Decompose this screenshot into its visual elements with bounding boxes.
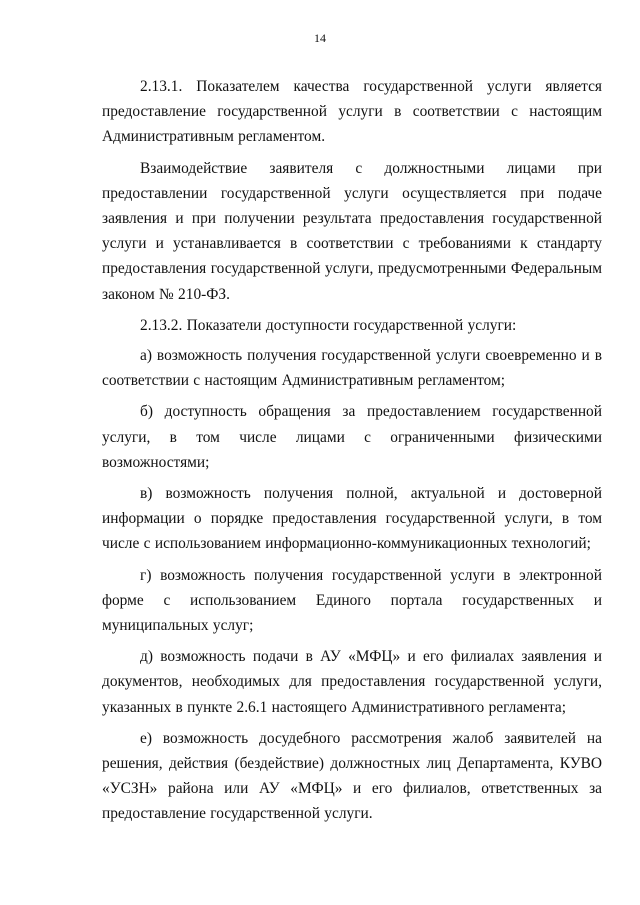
list-item-b: б) доступность обращения за предоставлением государственной услуги, в том числе лицами с ограниченными физическими возможностями; bbox=[102, 403, 602, 471]
list-item-d: д) возможность подачи в АУ «МФЦ» и его филиалах заявления и документов, необходимых для предоставления государственной услуги, указанных в пункте 2.6.1 настоящего Административного регламента; bbox=[102, 648, 602, 716]
list-item-g: г) возможность получения государственной услуги в электронной форме с использованием Единого портала государственных и муниципальных услуг; bbox=[102, 566, 602, 635]
page-number: 14 bbox=[314, 31, 326, 45]
list-item-v: в) возможность получения полной, актуальной и достоверной информации о порядке предоставления государственной услуги, в том числе с использованием информационно-коммуникационных технологий; bbox=[102, 485, 602, 553]
paragraph-interaction: Взаимодействие заявителя с должностными лицами при предоставлении государственной услуги осуществляется при подаче заявления и при получении результата предоставления государственной услуги и устанавливается в соответствии с требованиями к стандарту предоставления государственной услуги, предусмотренными Федеральным законом № 210-ФЗ. bbox=[102, 159, 602, 303]
paragraph-2-13-1: 2.13.1. Показателем качества государственной услуги является предоставление государственной услуги в соответствии с настоящим Административным регламентом. bbox=[102, 78, 602, 146]
list-item-a: а) возможность получения государственной услуги своевременно и в соответствии с настоящим Административным регламентом; bbox=[102, 347, 602, 390]
paragraph-2-13-2: 2.13.2. Показатели доступности государственной услуги: bbox=[140, 316, 517, 334]
document-body bbox=[102, 74, 602, 833]
list-item-e: е) возможность досудебного рассмотрения жалоб заявителей на решения, действия (бездействие) должностных лиц Департамента, КУВО «УСЗН» района или АУ «МФЦ» и его филиалов, ответственных за предоставление государственной услуги. bbox=[102, 729, 602, 823]
